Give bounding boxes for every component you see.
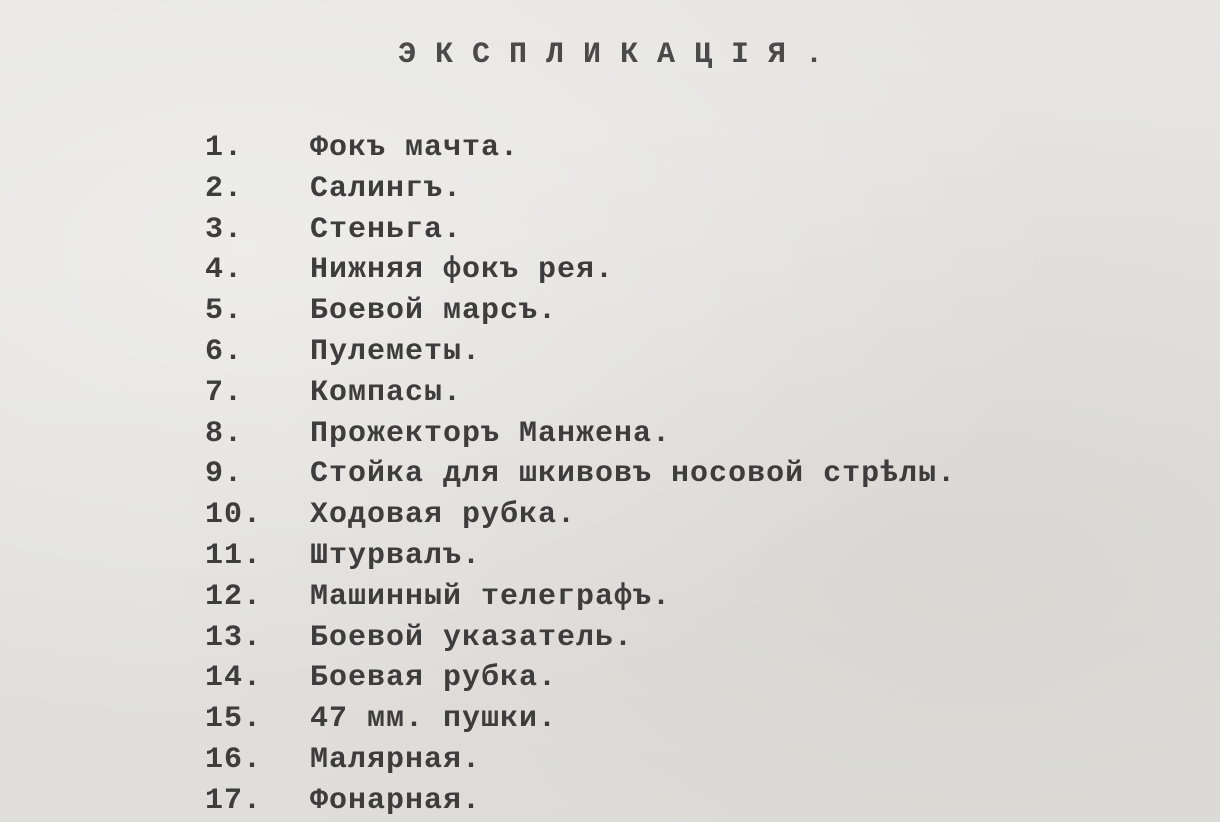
- item-number: 7.: [205, 375, 244, 410]
- document-title: ЭКСПЛИКАЦІЯ.: [397, 38, 843, 72]
- item-number: 5.: [205, 294, 244, 329]
- item-text: Пулеметы.: [310, 334, 482, 369]
- list-item: [205, 373, 956, 414]
- list-item: [205, 740, 956, 781]
- list-item: [205, 454, 956, 495]
- item-number: 12.: [205, 579, 263, 614]
- list-item: [205, 332, 956, 373]
- list-item: [205, 128, 956, 169]
- item-text: Нижняя фокъ рея.: [310, 253, 615, 288]
- item-text: Боевой указатель.: [310, 620, 634, 655]
- item-number: 8.: [205, 416, 244, 451]
- list-item: [205, 291, 956, 332]
- list-item: [205, 618, 956, 659]
- list-item: [205, 658, 956, 699]
- item-text: Фонарная.: [310, 783, 482, 818]
- item-text: Компасы.: [310, 375, 463, 410]
- item-text: Штурвалъ.: [310, 538, 482, 573]
- item-number: 3.: [205, 212, 244, 247]
- list-item: [205, 781, 956, 822]
- list-item: [205, 577, 956, 618]
- item-text: Машинный телеграфъ.: [310, 579, 672, 614]
- item-text: Стеньга.: [310, 212, 463, 247]
- item-number: 2.: [205, 171, 244, 206]
- list-item: [205, 250, 956, 291]
- item-text: Стойка для шкивовъ носовой стрѣлы.: [310, 457, 957, 492]
- item-number: 9.: [205, 457, 244, 492]
- item-text: Фокъ мачта.: [310, 131, 520, 165]
- list-item: [205, 210, 956, 251]
- item-number: 11.: [205, 538, 263, 573]
- list-item: [205, 495, 956, 536]
- item-text: 47 мм. пушки.: [310, 702, 558, 737]
- explication-list: [205, 128, 956, 822]
- item-text: Боевая рубка.: [310, 661, 558, 696]
- list-item: [205, 536, 956, 577]
- item-number: 13.: [205, 620, 263, 655]
- item-number: 16.: [205, 742, 263, 777]
- item-number: 1.: [205, 131, 244, 165]
- item-text: Боевой марсъ.: [310, 294, 558, 329]
- item-text: Прожекторъ Манжена.: [310, 416, 672, 451]
- item-number: 10.: [205, 498, 263, 533]
- item-text: Ходовая рубка.: [310, 498, 577, 533]
- item-number: 17.: [205, 783, 263, 818]
- list-item: [205, 169, 956, 210]
- item-number: 6.: [205, 334, 244, 369]
- item-number: 14.: [205, 661, 263, 696]
- list-item: [205, 699, 956, 740]
- item-number: 4.: [205, 253, 244, 288]
- item-number: 15.: [205, 702, 263, 737]
- list-item: [205, 414, 956, 455]
- item-text: Салингъ.: [310, 171, 463, 206]
- item-text: Малярная.: [310, 742, 482, 777]
